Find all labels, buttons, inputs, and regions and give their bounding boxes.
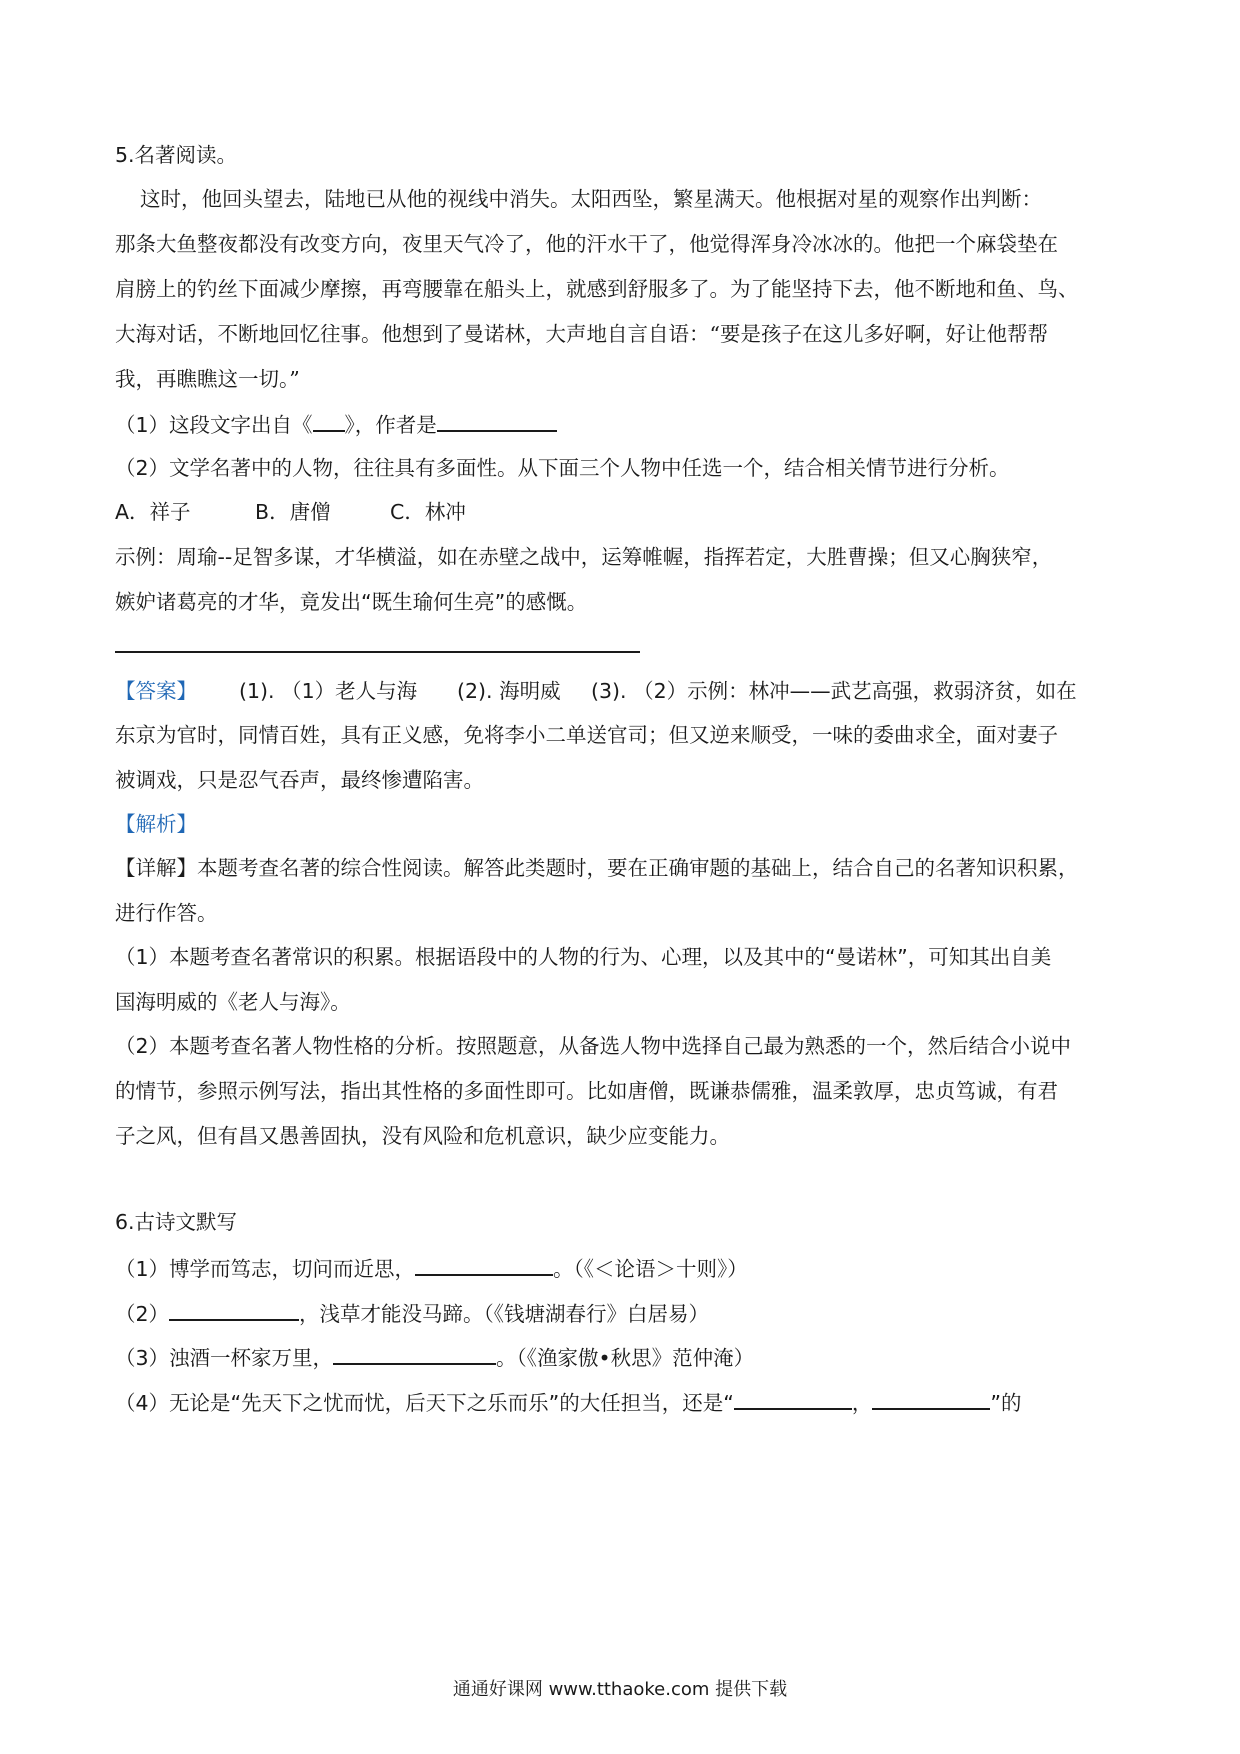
answer-part-2: (2). 海明威: [457, 679, 561, 703]
q5-options: [115, 497, 466, 527]
passage-line: 那条大鱼整夜都没有改变方向，夜里天气冷了，他的汗水干了，他觉得浑身冷冰冰的。他把一个麻袋垫在: [115, 232, 1058, 256]
q6-item-4-post: ”的: [990, 1391, 1022, 1415]
q6-item-4-blank-a[interactable]: [734, 1386, 852, 1410]
q6-item-3-blank[interactable]: [333, 1341, 496, 1365]
example-line: 示例：周瑜--足智多谋，才华横溢，如在赤壁之战中，运筹帷幄，指挥若定，大胜曹操；但又心胸狭窄，: [115, 545, 1053, 569]
analysis-line: （2）本题考查名著人物性格的分析。按照题意，从备选人物中选择自己最为熟悉的一个，然后结合小说中: [115, 1034, 1072, 1058]
q6-item-1-pre: （1）博学而笃志，切问而近思，: [115, 1257, 416, 1281]
q6-item-2-post: ，浅草才能没马蹄。（《钱塘湖春行》白居易）: [299, 1302, 710, 1326]
q5-title: 5.名著阅读。: [115, 143, 238, 167]
analysis-line: 【详解】本题考查名著的综合性阅读。解答此类题时，要在正确审题的基础上，结合自己的名著知识积累，: [115, 856, 1079, 880]
q6-item-1: [115, 1252, 748, 1284]
analysis-line: 子之风，但有昌又愚善固执，没有风险和危机意识，缺少应变能力。: [115, 1124, 730, 1148]
book-title-blank[interactable]: [313, 408, 345, 432]
passage-line: 这时，他回头望去，陆地已从他的视线中消失。太阳西坠，繁星满天。他根据对星的观察作出判断：: [140, 187, 1042, 211]
analysis-label: 【解析】: [115, 812, 197, 836]
author-blank[interactable]: [437, 408, 557, 432]
q6-item-3-pre: （3）浊酒一杯家万里，: [115, 1346, 334, 1370]
q6-item-2-pre: （2）: [115, 1302, 170, 1326]
passage-line: 大海对话，不断地回忆往事。他想到了曼诺林，大声地自言自语：“要是孩子在这儿多好啊，好让他帮帮: [115, 322, 1048, 346]
option-c: C．林冲: [390, 500, 466, 524]
answer-label: 【答案】: [115, 679, 197, 703]
q6-item-3-post: 。（《渔家傲•秋思》范仲淹）: [496, 1346, 755, 1370]
answer-part-1: (1). （1）老人与海: [239, 679, 418, 703]
q5-sub1: [115, 408, 557, 440]
analysis-line: （1）本题考查名著常识的积累。根据语段中的人物的行为、心理，以及其中的“曼诺林”，可知其出自美: [115, 945, 1052, 969]
answer-part-3: (3). （2）示例：林冲——武艺高强，救弱济贫，如在: [591, 679, 1077, 703]
answer-line-text: 被调戏，只是忍气吞声，最终惨遭陷害。: [115, 768, 484, 792]
q6-title: 6.古诗文默写: [115, 1210, 238, 1234]
answer-line-text: 东京为官时，同情百姓，具有正义感，免将李小二单送官司；但又逆来顺受，一味的委曲求全，面对妻子: [115, 723, 1058, 747]
analysis-line: 进行作答。: [115, 901, 218, 925]
q6-item-4-pre: （4）无论是“先天下之忧而忧，后天下之乐而乐”的大任担当，还是“: [115, 1391, 734, 1415]
answer-line[interactable]: [115, 651, 640, 653]
page-footer: 通通好课网 www.tthaoke.com 提供下载: [452, 1679, 788, 1700]
example-line: 嫉妒诸葛亮的才华，竟发出“既生瑜何生亮”的感慨。: [115, 590, 588, 614]
option-a: A．祥子: [115, 500, 191, 524]
q6-item-1-post: 。（《＜论语＞十则》）: [553, 1257, 748, 1281]
answer-row: [115, 676, 1077, 706]
q6-item-4: [115, 1386, 1022, 1418]
passage-line: 我，再瞧瞧这一切。”: [115, 367, 300, 391]
q6-item-2-blank[interactable]: [169, 1297, 299, 1321]
option-b: B．唐僧: [255, 500, 331, 524]
analysis-line: 国海明威的《老人与海》。: [115, 990, 351, 1014]
q5-sub1-mid: 》，作者是: [344, 413, 437, 437]
analysis-line: 的情节，参照示例写法，指出其性格的多面性即可。比如唐僧，既谦恭儒雅，温柔敦厚，忠贞笃诚，有君: [115, 1079, 1058, 1103]
q5-sub2: （2）文学名著中的人物，往往具有多面性。从下面三个人物中任选一个，结合相关情节进行分析。: [115, 456, 1010, 480]
q6-item-2: [115, 1297, 709, 1329]
q6-item-4-mid: ，: [851, 1391, 873, 1415]
q6-item-4-blank-b[interactable]: [872, 1386, 990, 1410]
q6-item-3: [115, 1341, 754, 1373]
passage-line: 肩膀上的钓丝下面减少摩擦，再弯腰靠在船头上，就感到舒服多了。为了能坚持下去，他不断地和鱼、鸟、: [115, 277, 1079, 301]
q5-sub1-prefix: （1）这段文字出自《: [115, 413, 313, 437]
q6-item-1-blank[interactable]: [415, 1252, 553, 1276]
